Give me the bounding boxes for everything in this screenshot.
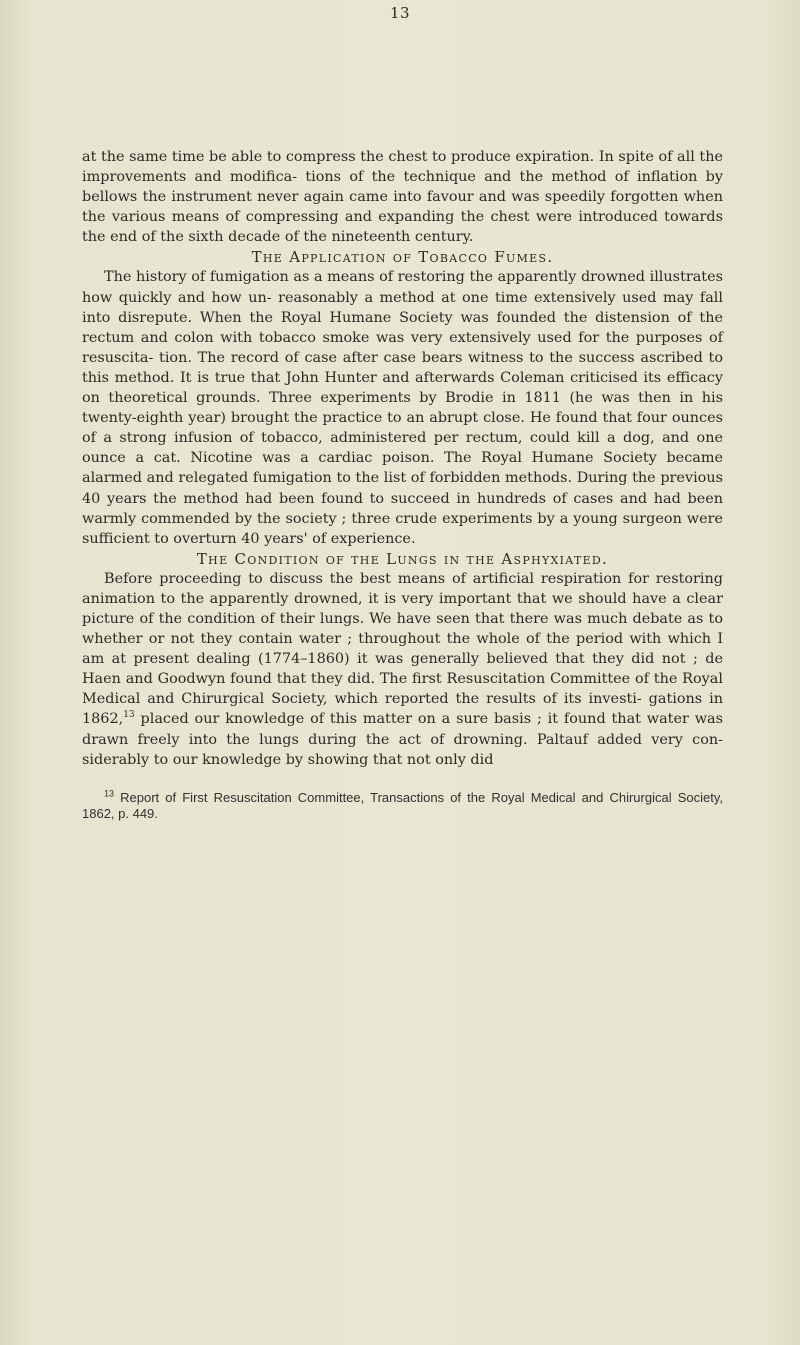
footnote xyxy=(82,790,723,823)
paragraph-continuation: at the same time be able to compress the chest to produce expiration. In spite of all the improvements and modifica- tions of the technique and the method of inflation by bellows the instrument never again came into favour and was speedily forgotten when the various means of compressing and expanding the chest were introduced towards the end of the sixth decade of the nineteenth century. xyxy=(82,149,723,246)
paragraph-lung-condition-part1: Before proceeding to discuss the best means of artificial respiration for restoring animation to the apparently drowned, it is very important that we should have a clear picture of the condition of their lungs. We have seen that there was much debate as to whether or not they contain water ; throughout the whole of the period with which I am at present dealing (1774–1860) it was generally believed that they did not ; de Haen and Goodwyn found that they did. The first Resuscitation Committee of the Royal Medical and Chirurgical Society, which reported the results of its investi- gations in 1862, xyxy=(82,570,723,728)
page-body xyxy=(82,147,723,823)
paragraph-lung-condition xyxy=(82,569,723,770)
paragraph-fumigation-history: The history of fumigation as a means of restoring the apparently drowned illustrates how quickly and how un- reasonably a method at one time extensively used may fall into disrepute. When the Royal Humane Society was founded the distension of the rectum and colon with tobacco smoke was very extensively used for the purposes of resuscita- tion. The record of case after case bears witness to the success ascribed to this method. It is true that John Hunter and afterwards Coleman criticised its efficacy on theoretical grounds. Three experiments by Brodie in 1811 (he was then in his twenty-eighth year) brought the practice to an abrupt close. He found that four ounces of a strong infusion of tobacco, administered per rectum, could kill a dog, and one ounce a cat. Nicotine was a cardiac poison. The Royal Humane Society became alarmed and relegated fumigation to the list of forbidden methods. During the previous 40 years the method had been found to succeed in hundreds of cases and had been warmly commended by the society ; three crude experiments by a young surgeon were sufficient to overturn 40 years' of experience. xyxy=(82,269,723,547)
paragraph-lung-condition-part2: placed our knowledge of this matter on a sure basis ; it found that water was drawn freely into the lungs during the act of drowning. Paltauf added very con- siderably to our knowledge by showing that not only did xyxy=(82,711,723,768)
footnote-text: Report of First Resuscitation Committee, Transactions of the Royal Medical and Chirurgical Society, 1862, p. 449. xyxy=(82,789,723,822)
section-heading-lung-condition: The Condition of the Lungs in the Asphyxiated. xyxy=(196,549,609,568)
footnote-marker: 13 xyxy=(104,788,115,799)
footnote-reference: 13 xyxy=(123,710,135,721)
page-number: 13 xyxy=(389,4,411,22)
section-heading-tobacco-fumes: The Application of Tobacco Fumes. xyxy=(251,248,554,267)
